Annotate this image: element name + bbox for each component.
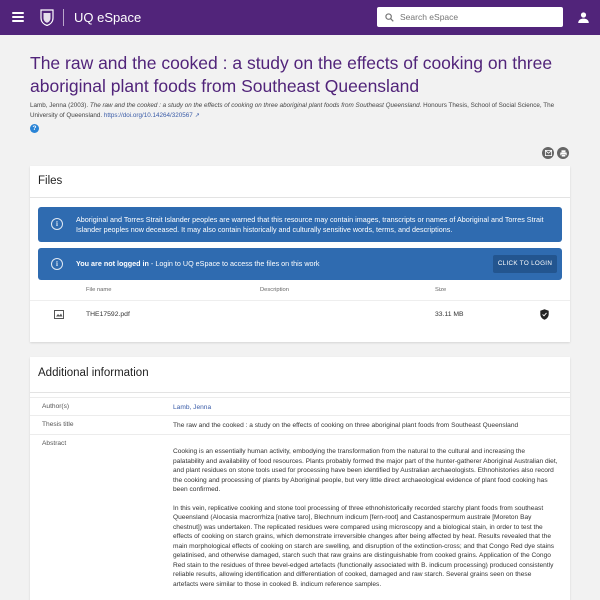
search-icon bbox=[381, 9, 397, 25]
column-header-size: Size bbox=[435, 287, 447, 293]
login-alert-message: - Login to UQ eSpace to access the files on this work bbox=[148, 259, 320, 268]
click-to-login-button[interactable]: CLICK TO LOGIN bbox=[493, 255, 557, 273]
file-size: 33.11 MB bbox=[435, 311, 464, 318]
login-alert-strong: You are not logged in bbox=[76, 259, 149, 268]
thesis-title-value: The raw and the cooked : a study on the effects of cooking on three aboriginal plant foods from Southeast Queensland bbox=[173, 422, 519, 429]
abstract-value bbox=[173, 447, 558, 598]
abstract-paragraph-1: Cooking is an essentially human activity, embodying the transformation from the natural to the cultural and increasing the palatability and availability of food resources. Plants probably formed the major part of the hunter-gatherer Aboriginal Australian diet, and plant residues on stone tools used for processing have been identified by Australian archaeologists. Ethnohistories also record the cooking and processing of plants by Aboriginal people, but very little direct archaeological evidence of plant food cooking has been confirmed. bbox=[173, 448, 558, 493]
abstract-paragraph-2: In this vein, replicative cooking and stone tool processing of three ethnohistorically recorded starchy plant foods from southeast Queensland (Alocasia macrorrhiza [native taro], Blechnum indicum [fern-root] and Castanospermum australe [Moreton Bay chestnut]) was undertaken. The replicated residues were compared using microscopy and a biological stain, in order to test the effects of cooking on starch grains, which demonstrate irreversible changes after being affected by heat. Results revealed that the main morphological effects of cooking on starch are swelling, and disruption of the extinction-cross; and that Congo Red dye stains gelatinised, and otherwise damaged, starch such that raw grains are distinguishable from cooked grains. Application of the Congo Red stain to the residues of three bevel-edged artefacts (functionally associated with B. indicum processing) produced consistently reliable results, allowing identification and differentiation of cooked, damaged and raw starch. Several grains seen on these artefacts were similar to those in cooked B. indicum reference samples. bbox=[173, 504, 555, 588]
citation-author-year: Lamb, Jenna (2003). bbox=[30, 102, 89, 109]
top-app-bar bbox=[0, 0, 600, 35]
column-header-description: Description bbox=[260, 287, 289, 293]
login-alert bbox=[38, 248, 562, 280]
email-share-button[interactable] bbox=[542, 147, 554, 159]
search-box[interactable] bbox=[377, 7, 563, 27]
author-value-wrap bbox=[173, 403, 558, 413]
info-icon: i bbox=[51, 258, 63, 270]
divider bbox=[30, 392, 570, 393]
external-link-icon: ↗ bbox=[194, 113, 200, 119]
files-heading: Files bbox=[38, 175, 63, 187]
menu-icon[interactable] bbox=[12, 12, 24, 22]
additional-info-card bbox=[30, 357, 570, 600]
file-row bbox=[30, 302, 570, 328]
print-button[interactable] bbox=[557, 147, 569, 159]
open-access-shield-icon bbox=[540, 309, 549, 320]
page-title: The raw and the cooked : a study on the effects of cooking on three aboriginal plant foods from Southeast Queensland bbox=[30, 53, 553, 96]
column-header-file-name: File name bbox=[86, 287, 112, 293]
abstract-label: Abstract bbox=[42, 440, 67, 447]
citation-title: The raw and the cooked : a study on the effects of cooking on three aboriginal plant foods from Southeast Queensland. bbox=[89, 102, 422, 109]
uq-crest-icon[interactable] bbox=[40, 9, 54, 26]
author-link[interactable]: Lamb, Jenna bbox=[173, 404, 212, 411]
divider bbox=[30, 300, 570, 301]
brand-divider bbox=[63, 9, 64, 26]
info-row-author bbox=[30, 397, 570, 415]
cultural-warning-text: Aboriginal and Torres Strait Islander peoples are warned that this resource may contain images, transcripts or names of Aboriginal and Torres Strait Islander peoples now deceased. It may also contain historically and culturally sensitive words, terms, and descriptions. bbox=[76, 215, 544, 234]
citation-details: Honours Thesis, School of Social Science, The University of Queensland. bbox=[30, 102, 555, 119]
divider bbox=[30, 197, 570, 198]
info-row-abstract bbox=[30, 434, 570, 600]
info-icon: i bbox=[51, 218, 63, 230]
search-input[interactable] bbox=[400, 12, 560, 22]
citation bbox=[30, 101, 570, 121]
file-name[interactable]: THE17592.pdf bbox=[86, 311, 130, 318]
app-brand-name[interactable]: UQ eSpace bbox=[74, 10, 142, 25]
account-icon[interactable] bbox=[577, 11, 590, 24]
thesis-title-label: Thesis title bbox=[42, 421, 74, 428]
login-alert-text bbox=[76, 259, 376, 269]
help-icon[interactable]: ? bbox=[30, 124, 39, 133]
doi-link[interactable]: https://doi.org/10.14264/320567 bbox=[103, 112, 193, 119]
author-label: Author(s) bbox=[42, 403, 70, 410]
cultural-warning-alert bbox=[38, 207, 562, 242]
mail-icon bbox=[545, 150, 552, 156]
file-table-header bbox=[30, 284, 570, 300]
print-icon bbox=[560, 150, 567, 157]
file-preview-icon[interactable] bbox=[54, 310, 64, 319]
info-row-thesis-title bbox=[30, 415, 570, 434]
files-card bbox=[30, 166, 570, 342]
additional-info-heading: Additional information bbox=[38, 367, 149, 379]
